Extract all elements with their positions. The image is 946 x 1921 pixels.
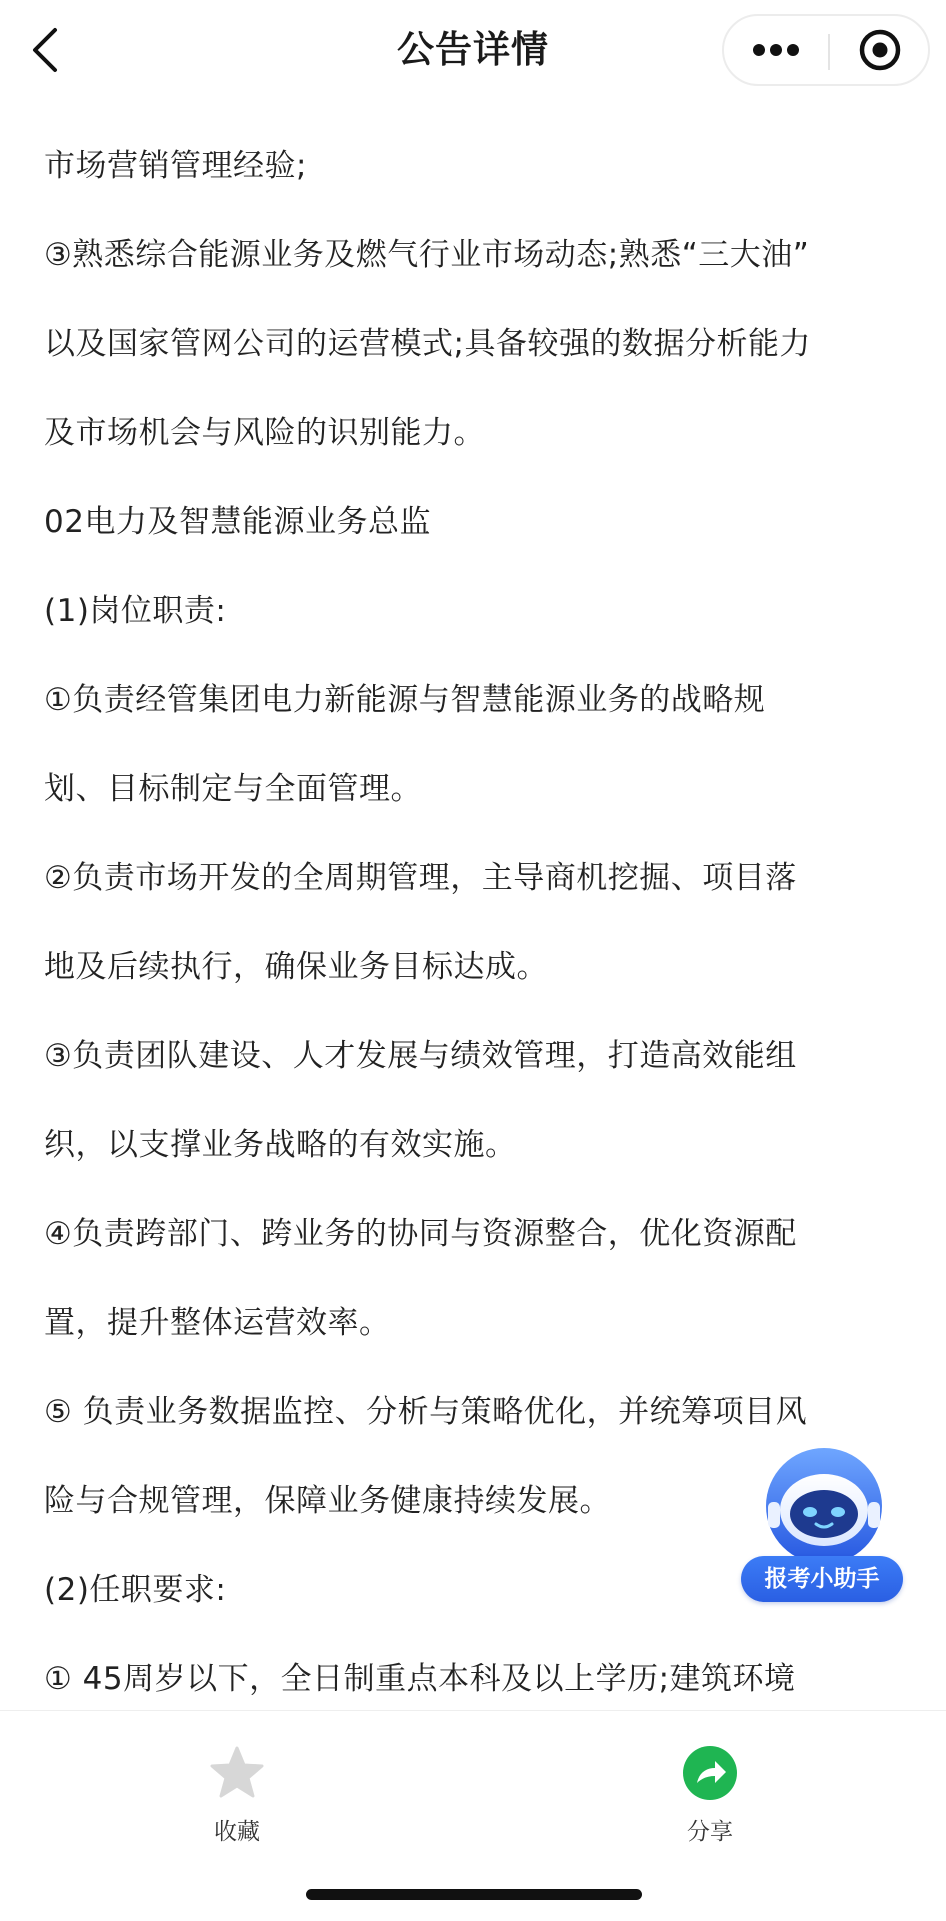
close-miniprogram-button[interactable] xyxy=(830,16,930,84)
article-line: ③熟悉综合能源业务及燃气行业市场动态;熟悉“三大油” xyxy=(44,237,810,273)
article-line: 险与合规管理，保障业务健康持续发展。 xyxy=(44,1483,611,1519)
top-navigation-bar xyxy=(0,0,946,100)
subsection-heading: (1)岗位职责: xyxy=(44,593,227,629)
bottom-action-bar xyxy=(0,1710,946,1921)
article-line: 及市场机会与风险的识别能力。 xyxy=(44,415,485,451)
article-line: ① 45周岁以下，全日制重点本科及以上学历;建筑环境 xyxy=(44,1661,796,1697)
miniprogram-capsule xyxy=(722,14,930,86)
article-line: 以及国家管网公司的运营模式;具备较强的数据分析能力 xyxy=(44,326,811,362)
article-line: 织，以支撑业务战略的有效实施。 xyxy=(44,1127,517,1163)
home-indicator xyxy=(306,1889,642,1900)
favorite-label: 收藏 xyxy=(214,1819,260,1845)
article-line: 市场营销管理经验; xyxy=(44,148,307,184)
star-icon xyxy=(209,1745,265,1801)
share-label: 分享 xyxy=(687,1819,733,1845)
article-line: ⑤ 负责业务数据监控、分析与策略优化，并统筹项目风 xyxy=(44,1394,808,1430)
favorite-button[interactable] xyxy=(157,1745,317,1855)
more-button[interactable] xyxy=(724,16,828,84)
page-title: 公告详情 xyxy=(397,28,549,71)
article-line: 置，提升整体运营效率。 xyxy=(44,1305,391,1341)
section-heading: 02电力及智慧能源业务总监 xyxy=(44,504,431,540)
share-arrow-icon xyxy=(682,1745,738,1801)
article-line: ①负责经管集团电力新能源与智慧能源业务的战略规 xyxy=(44,682,766,718)
article-line: ④负责跨部门、跨业务的协同与资源整合，优化资源配 xyxy=(44,1216,797,1252)
article-line: ③负责团队建设、人才发展与绩效管理，打造高效能组 xyxy=(44,1038,797,1074)
subsection-heading: (2)任职要求: xyxy=(44,1572,227,1608)
article-line: 划、目标制定与全面管理。 xyxy=(44,771,422,807)
more-dots-icon xyxy=(752,43,800,57)
article-line: ②负责市场开发的全周期管理，主导商机挖掘、项目落 xyxy=(44,860,797,896)
article-line: 地及后续执行，确保业务目标达成。 xyxy=(44,949,548,985)
share-button[interactable] xyxy=(630,1745,790,1855)
assistant-label: 报考小助手 xyxy=(741,1556,903,1602)
target-circle-icon xyxy=(858,28,902,72)
robot-icon xyxy=(762,1446,886,1566)
exam-assistant-button[interactable] xyxy=(738,1440,908,1608)
